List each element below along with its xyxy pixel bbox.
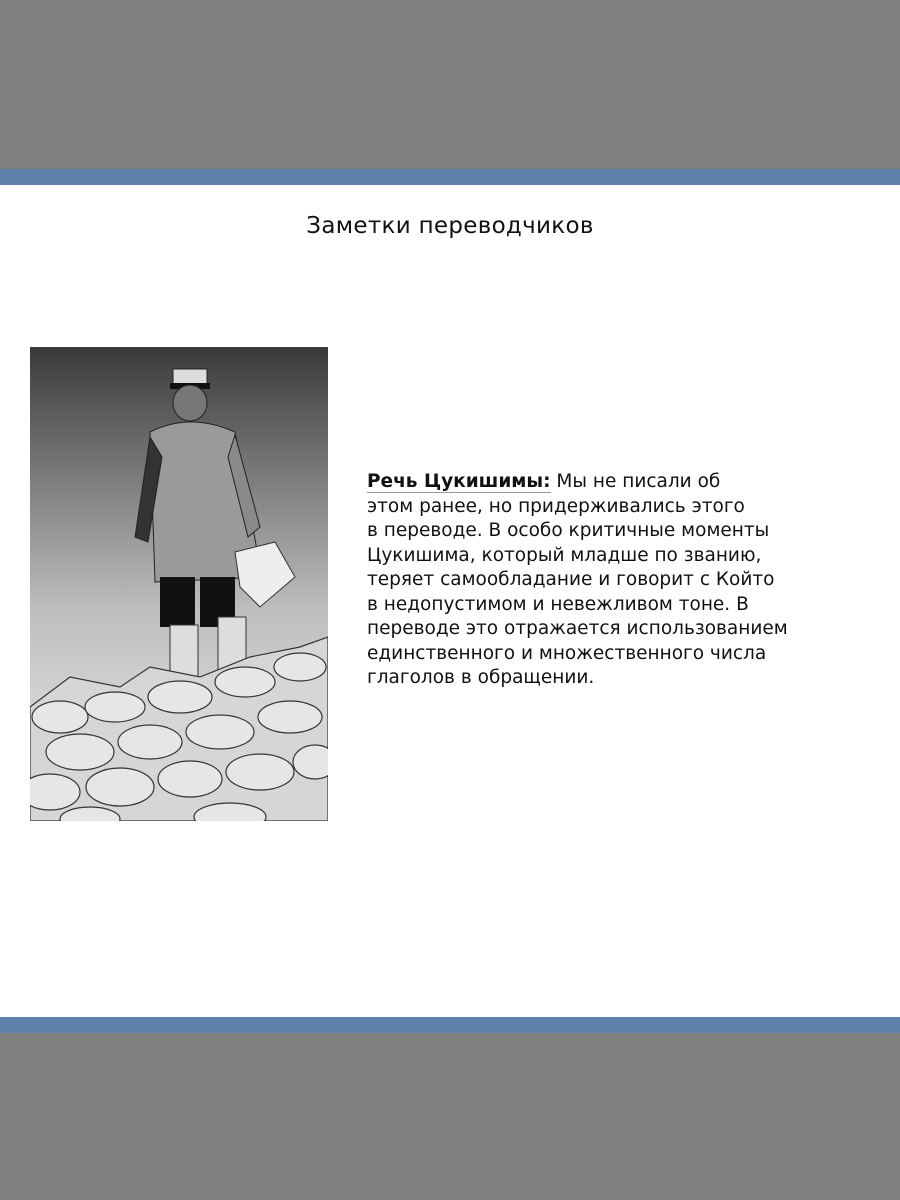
translator-note — [367, 470, 788, 691]
note-line: глаголов в обращении. — [367, 667, 595, 688]
bottom-gray-band — [0, 1033, 900, 1200]
manga-panel-image — [30, 347, 328, 821]
note-line: в недопустимом и невежливом тоне. В — [367, 593, 749, 615]
note-line: единственного и множественного числа — [367, 642, 767, 664]
note-line: в переводе. В особо критичные моменты — [367, 520, 770, 541]
top-blue-stripe — [0, 169, 900, 185]
note-first-line: Мы не писали об — [550, 471, 721, 492]
top-gray-band — [0, 0, 900, 169]
page-title: Заметки переводчиков — [306, 213, 594, 239]
note-line: теряет самообладание и говорит с Който — [367, 569, 775, 590]
bottom-blue-stripe — [0, 1017, 900, 1033]
note-line: переводе это отражается использованием — [367, 618, 788, 639]
note-line: Цукишима, который младше по званию, — [367, 544, 762, 566]
note-line — [367, 470, 788, 495]
note-line: этом ранее, но придерживались этого — [367, 495, 745, 517]
note-lead: Речь Цукишимы: — [367, 471, 551, 492]
